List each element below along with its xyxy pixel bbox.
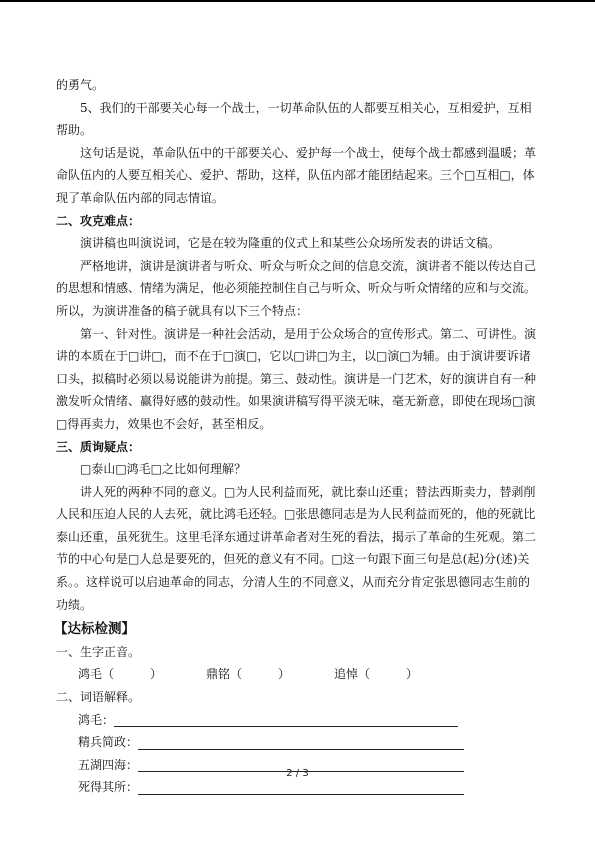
pinyin-item[interactable]: 追悼（ ） [334, 667, 419, 682]
pinyin-item[interactable]: 鸿毛（ ） [78, 667, 163, 682]
pinyin-item[interactable]: 鼎铭（ ） [206, 667, 291, 682]
answer-line[interactable] [114, 711, 458, 727]
paragraph: 第一、针对性。演讲是一种社会活动，是用于公众场合的宣传形式。第二、可讲性。演讲的本质在于□讲□，而不在于□演□，它以□讲□为主，以□演□为辅。由于演讲要诉诸口头，拟稿时必须以易说能讲为前提。第三、鼓动性。演讲是一门艺术，好的演讲自有一种激发听众情绪、赢得好感的鼓动性。如果演讲稿写得平淡无味，毫无新意，即使在现场□演□得再卖力，效果也不会好，甚至相反。 [56, 326, 537, 431]
question-definitions: 二、词语解释。 [56, 690, 141, 705]
term-label: 精兵简政： [78, 735, 139, 750]
section-heading-questions: 三、质询疑点： [56, 439, 141, 454]
paragraph: 这句话是说，革命队伍中的干部要关心、爱护每一个战士，使每个战士都感到温暖；革命队伍内的人要互相关心、爱护、帮助，这样，队伍内部才能团结起来。三个□互相□，体现了革命队伍内部的同志情谊。 [56, 145, 537, 205]
term-label: 五湖四海： [78, 757, 139, 772]
definition-row [56, 731, 536, 754]
question-pronunciation: 一、生字正音。 [56, 644, 141, 659]
section-heading-difficulty: 二、攻克难点： [56, 213, 141, 228]
test-section-title: 【达标检测】 [54, 621, 135, 638]
paragraph: 演讲稿也叫演说词，它是在较为隆重的仪式上和某些公众场所发表的讲话文稿。 [80, 236, 501, 251]
paragraph: 严格地讲，演讲是演讲者与听众、听众与听众之间的信息交流，演讲者不能以传达自己的思想和情感、情绪为满足，他必须能控制住自己与听众、听众与听众情绪的应和与交流。所以，为演讲准备的稿子就具有以下三个特点： [56, 258, 537, 318]
answer-line[interactable] [138, 779, 464, 795]
definition-row [56, 709, 536, 732]
document-body [56, 74, 536, 799]
paragraph: 5、我们的干部要关心每一个战士，一切革命队伍的人都要互相关心，互相爱护，互相帮助。 [56, 100, 532, 138]
paragraph: 的勇气。 [56, 78, 105, 92]
paragraph: □泰山□鸿毛□之比如何理解？ [80, 462, 247, 477]
page-number: 2 / 3 [286, 768, 309, 779]
top-border-line [0, 0, 595, 2]
paragraph: 讲人死的两种不同的意义。□为人民利益而死，就比泰山还重；替法西斯卖力，替剥削人民和压迫人民的人去死，就比鸿毛还轻。□张思德同志是为人民利益而死的，他的死就比泰山还重，虽死犹生。这里毛泽东通过讲革命者对生死的看法，揭示了革命的生死观。第二节的中心句是□人总是要死的，但死的意义有不同。□这一句跟下面三句是总(起)分(述)关系。。这样说可以启迪革命的同志，分清人生的不同意义，从而充分肯定张思德同志生前的功绩。 [56, 484, 537, 612]
term-label: 鸿毛： [78, 712, 115, 727]
pinyin-row [56, 663, 536, 686]
answer-line[interactable] [138, 734, 464, 750]
term-label: 死得其所： [78, 780, 139, 795]
definition-row [56, 776, 536, 799]
